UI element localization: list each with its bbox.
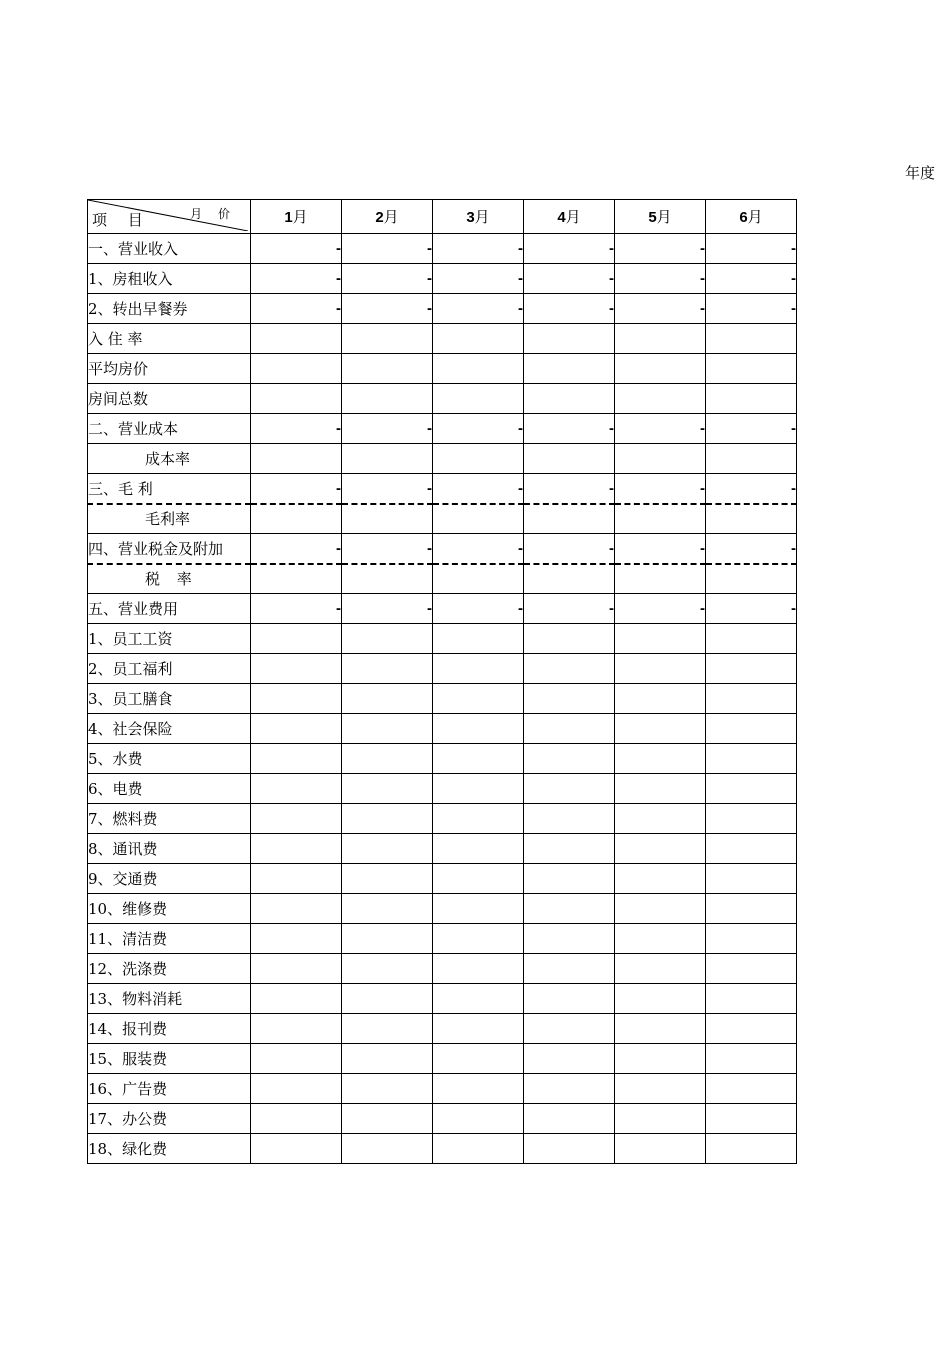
month-4-cell[interactable] [524,864,615,894]
month-5-cell[interactable] [615,654,706,684]
month-2-cell[interactable] [342,864,433,894]
month-3-cell[interactable] [433,354,524,384]
month-2-cell[interactable] [342,1074,433,1104]
month-3-cell[interactable]: - [433,474,524,504]
month-4-cell[interactable] [524,1014,615,1044]
month-6-cell[interactable] [706,504,797,534]
month-2-cell[interactable] [342,774,433,804]
month-2-cell[interactable] [342,744,433,774]
month-2-cell[interactable] [342,324,433,354]
month-5-cell[interactable] [615,1014,706,1044]
row-label: 14、报刊费 [88,1014,251,1044]
month-4-cell[interactable] [524,1104,615,1134]
month-1-cell[interactable]: - [251,264,342,294]
month-4-cell[interactable] [524,654,615,684]
month-6-cell[interactable] [706,324,797,354]
month-1-cell[interactable]: - [251,594,342,624]
month-4-cell[interactable] [524,744,615,774]
month-1-cell[interactable]: - [251,294,342,324]
month-2-cell[interactable] [342,714,433,744]
row-label: 毛利率 [88,504,251,534]
month-4-cell[interactable] [524,954,615,984]
month-1-cell[interactable] [251,684,342,714]
month-3-cell[interactable] [433,834,524,864]
month-1-cell[interactable] [251,744,342,774]
row-label: 16、广告费 [88,1074,251,1104]
month-5-cell[interactable]: - [615,534,706,564]
month-5-cell[interactable] [615,324,706,354]
month-6-cell[interactable] [706,834,797,864]
table-row [88,924,797,954]
table-row [88,744,797,774]
row-label: 2、转出早餐券 [88,294,251,324]
month-5-cell[interactable]: - [615,294,706,324]
month-3-cell[interactable] [433,984,524,1014]
month-6-cell[interactable] [706,1104,797,1134]
month-5-cell[interactable] [615,1104,706,1134]
month-2-cell[interactable] [342,444,433,474]
month-5-cell[interactable] [615,1074,706,1104]
month-1-cell[interactable] [251,714,342,744]
month-3-cell[interactable] [433,684,524,714]
table-row [88,294,797,324]
month-4-cell[interactable]: - [524,474,615,504]
month-6-cell[interactable] [706,984,797,1014]
month-3-cell[interactable] [433,444,524,474]
row-label: 9、交通费 [88,864,251,894]
month-2-cell[interactable] [342,894,433,924]
row-label: 四、营业税金及附加 [88,534,251,564]
month-4-cell[interactable]: - [524,594,615,624]
month-6-cell[interactable] [706,1134,797,1164]
month-1-cell[interactable] [251,1044,342,1074]
table-row [88,1044,797,1074]
month-1-cell[interactable] [251,1014,342,1044]
month-1-cell[interactable] [251,384,342,414]
month-3-cell[interactable]: - [433,294,524,324]
month-4-cell[interactable] [524,984,615,1014]
month-1-cell[interactable] [251,984,342,1014]
month-4-cell[interactable] [524,444,615,474]
table-row [88,234,797,264]
month-4-cell[interactable] [524,924,615,954]
month-6-cell[interactable] [706,1074,797,1104]
header-row [88,200,797,234]
month-1-cell[interactable] [251,804,342,834]
month-3-cell[interactable]: - [433,534,524,564]
month-header-6: 6月 [706,200,797,234]
month-5-cell[interactable]: - [615,234,706,264]
month-3-cell[interactable] [433,564,524,594]
month-3-cell[interactable] [433,774,524,804]
month-6-cell[interactable] [706,894,797,924]
row-label: 成本率 [88,444,251,474]
row-label: 入 住 率 [88,324,251,354]
month-4-cell[interactable] [524,564,615,594]
month-6-cell[interactable]: - [706,234,797,264]
month-1-cell[interactable] [251,1074,342,1104]
month-4-cell[interactable] [524,324,615,354]
table-row [88,324,797,354]
month-3-cell[interactable] [433,744,524,774]
month-2-cell[interactable] [342,1014,433,1044]
month-6-cell[interactable] [706,714,797,744]
month-5-cell[interactable] [615,834,706,864]
table-row [88,504,797,534]
month-3-cell[interactable] [433,324,524,354]
month-5-cell[interactable]: - [615,594,706,624]
month-6-cell[interactable]: - [706,594,797,624]
table-row [88,444,797,474]
month-4-cell[interactable]: - [524,294,615,324]
table-row [88,1134,797,1164]
month-6-cell[interactable] [706,354,797,384]
table-row [88,624,797,654]
corner-header-cell [88,200,251,234]
month-3-cell[interactable] [433,1104,524,1134]
month-2-cell[interactable] [342,654,433,684]
month-3-cell[interactable] [433,1074,524,1104]
month-5-cell[interactable] [615,804,706,834]
table-row [88,1014,797,1044]
month-6-cell[interactable] [706,774,797,804]
table-row [88,384,797,414]
month-4-cell[interactable] [524,774,615,804]
row-label: 18、绿化费 [88,1134,251,1164]
month-5-cell[interactable] [615,1134,706,1164]
month-3-cell[interactable] [433,504,524,534]
table-row [88,774,797,804]
month-4-cell[interactable] [524,504,615,534]
month-4-cell[interactable]: - [524,264,615,294]
month-2-cell[interactable] [342,954,433,984]
month-2-cell[interactable]: - [342,234,433,264]
table-row [88,414,797,444]
month-5-cell[interactable] [615,684,706,714]
month-1-cell[interactable] [251,954,342,984]
row-label: 11、清洁费 [88,924,251,954]
row-label: 15、服装费 [88,1044,251,1074]
table-row [88,474,797,504]
row-label: 二、营业成本 [88,414,251,444]
month-2-cell[interactable] [342,684,433,714]
month-6-cell[interactable]: - [706,534,797,564]
month-4-cell[interactable]: - [524,534,615,564]
table-row [88,354,797,384]
month-3-cell[interactable] [433,714,524,744]
month-4-cell[interactable] [524,1134,615,1164]
month-6-cell[interactable]: - [706,294,797,324]
month-5-cell[interactable]: - [615,414,706,444]
month-4-cell[interactable]: - [524,234,615,264]
month-4-cell[interactable] [524,684,615,714]
row-label: 五、营业费用 [88,594,251,624]
table-row [88,954,797,984]
month-3-cell[interactable] [433,954,524,984]
month-3-cell[interactable] [433,654,524,684]
row-label: 12、洗涤费 [88,954,251,984]
table-row [88,534,797,564]
month-1-cell[interactable] [251,834,342,864]
row-label: 6、电费 [88,774,251,804]
table-row [88,594,797,624]
month-3-cell[interactable] [433,894,524,924]
month-header-1: 1月 [251,200,342,234]
month-2-cell[interactable] [342,1044,433,1074]
month-5-cell[interactable]: - [615,264,706,294]
corner-month-label: 月 价 [190,207,236,221]
month-2-cell[interactable] [342,984,433,1014]
month-1-cell[interactable] [251,354,342,384]
month-2-cell[interactable]: - [342,264,433,294]
month-5-cell[interactable] [615,1044,706,1074]
month-6-cell[interactable]: - [706,474,797,504]
month-2-cell[interactable]: - [342,534,433,564]
row-label: 1、员工工资 [88,624,251,654]
budget-table [87,199,797,1164]
row-label: 7、燃料费 [88,804,251,834]
month-6-cell[interactable] [706,444,797,474]
row-label: 10、维修费 [88,894,251,924]
month-3-cell[interactable] [433,804,524,834]
month-1-cell[interactable] [251,1134,342,1164]
month-6-cell[interactable] [706,384,797,414]
month-2-cell[interactable]: - [342,474,433,504]
month-1-cell[interactable] [251,504,342,534]
month-1-cell[interactable] [251,444,342,474]
month-5-cell[interactable] [615,894,706,924]
month-5-cell[interactable] [615,954,706,984]
month-2-cell[interactable] [342,1134,433,1164]
month-4-cell[interactable]: - [524,414,615,444]
month-2-cell[interactable] [342,834,433,864]
month-2-cell[interactable]: - [342,294,433,324]
row-label: 房间总数 [88,384,251,414]
month-1-cell[interactable] [251,924,342,954]
month-2-cell[interactable] [342,1104,433,1134]
month-6-cell[interactable] [706,564,797,594]
month-3-cell[interactable]: - [433,414,524,444]
table-row [88,834,797,864]
month-5-cell[interactable] [615,444,706,474]
month-1-cell[interactable] [251,324,342,354]
month-2-cell[interactable] [342,924,433,954]
month-5-cell[interactable] [615,354,706,384]
month-4-cell[interactable] [524,894,615,924]
table-row [88,714,797,744]
row-label: 一、营业收入 [88,234,251,264]
table-row [88,894,797,924]
month-5-cell[interactable] [615,384,706,414]
month-3-cell[interactable]: - [433,594,524,624]
month-3-cell[interactable] [433,924,524,954]
table-row [88,564,797,594]
row-label: 4、社会保险 [88,714,251,744]
month-2-cell[interactable] [342,504,433,534]
year-label: 年度 [905,164,936,182]
month-4-cell[interactable] [524,384,615,414]
month-6-cell[interactable] [706,744,797,774]
table-row [88,864,797,894]
month-2-cell[interactable] [342,564,433,594]
row-label: 17、办公费 [88,1104,251,1134]
month-3-cell[interactable] [433,1014,524,1044]
month-5-cell[interactable] [615,624,706,654]
month-4-cell[interactable] [524,1044,615,1074]
month-6-cell[interactable] [706,954,797,984]
month-1-cell[interactable] [251,654,342,684]
month-6-cell[interactable]: - [706,264,797,294]
row-label: 2、员工福利 [88,654,251,684]
month-2-cell[interactable]: - [342,414,433,444]
row-label: 13、物料消耗 [88,984,251,1014]
month-2-cell[interactable] [342,354,433,384]
month-5-cell[interactable] [615,744,706,774]
month-3-cell[interactable] [433,864,524,894]
month-4-cell[interactable] [524,1074,615,1104]
month-3-cell[interactable] [433,1134,524,1164]
row-label: 平均房价 [88,354,251,384]
month-5-cell[interactable] [615,984,706,1014]
table-row [88,1074,797,1104]
month-6-cell[interactable]: - [706,414,797,444]
month-1-cell[interactable] [251,624,342,654]
month-1-cell[interactable] [251,894,342,924]
table-row [88,684,797,714]
month-3-cell[interactable] [433,1044,524,1074]
month-1-cell[interactable] [251,1104,342,1134]
month-6-cell[interactable] [706,864,797,894]
row-label: 1、房租收入 [88,264,251,294]
month-6-cell[interactable] [706,654,797,684]
month-1-cell[interactable]: - [251,414,342,444]
month-header-4: 4月 [524,200,615,234]
month-5-cell[interactable] [615,774,706,804]
month-4-cell[interactable] [524,714,615,744]
month-5-cell[interactable] [615,924,706,954]
corner-item-label: 项 目 [92,211,151,229]
month-header-3: 3月 [433,200,524,234]
table-row [88,1104,797,1134]
month-6-cell[interactable] [706,924,797,954]
table-row [88,654,797,684]
month-6-cell[interactable] [706,684,797,714]
month-3-cell[interactable]: - [433,234,524,264]
row-label: 5、水费 [88,744,251,774]
month-4-cell[interactable] [524,624,615,654]
month-1-cell[interactable]: - [251,534,342,564]
table-body [88,234,797,1164]
month-6-cell[interactable] [706,1044,797,1074]
month-2-cell[interactable] [342,804,433,834]
month-4-cell[interactable] [524,354,615,384]
table-row [88,984,797,1014]
table-row [88,804,797,834]
row-label: 税 率 [88,564,251,594]
month-6-cell[interactable] [706,624,797,654]
month-1-cell[interactable] [251,774,342,804]
month-6-cell[interactable] [706,1014,797,1044]
month-header-2: 2月 [342,200,433,234]
month-1-cell[interactable] [251,564,342,594]
month-header-5: 5月 [615,200,706,234]
table-row [88,264,797,294]
month-1-cell[interactable]: - [251,234,342,264]
month-5-cell[interactable] [615,504,706,534]
month-5-cell[interactable] [615,864,706,894]
month-4-cell[interactable] [524,834,615,864]
month-3-cell[interactable] [433,384,524,414]
month-1-cell[interactable]: - [251,474,342,504]
month-6-cell[interactable] [706,804,797,834]
row-label: 三、毛 利 [88,474,251,504]
row-label: 3、员工膳食 [88,684,251,714]
month-2-cell[interactable] [342,624,433,654]
month-2-cell[interactable]: - [342,594,433,624]
month-5-cell[interactable] [615,564,706,594]
month-5-cell[interactable] [615,714,706,744]
month-5-cell[interactable]: - [615,474,706,504]
month-3-cell[interactable] [433,624,524,654]
month-2-cell[interactable] [342,384,433,414]
month-3-cell[interactable]: - [433,264,524,294]
month-4-cell[interactable] [524,804,615,834]
month-1-cell[interactable] [251,864,342,894]
row-label: 8、通讯费 [88,834,251,864]
